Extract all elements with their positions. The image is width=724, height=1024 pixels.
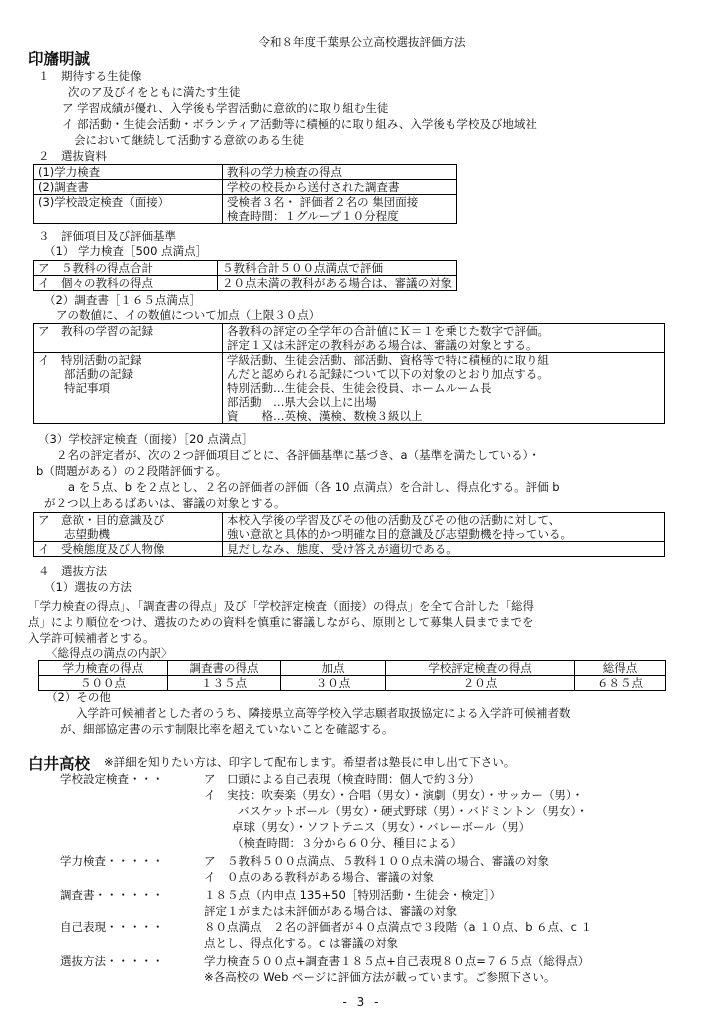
table-cell: ６８５点 [575, 676, 666, 691]
subsection-heading: （2）その他 [46, 690, 111, 704]
page-number: - 3 - [342, 995, 382, 1009]
subsection-heading: （1） 学力検査［500 点満点］ [44, 244, 208, 258]
table-row [39, 661, 666, 676]
table-cell: 見だしなみ、態度、受け答えが適切である。 [223, 542, 665, 557]
table-cell: １３５点 [168, 676, 281, 691]
cell-line: ア 意欲・目的意識及び [38, 513, 165, 527]
table-row [39, 676, 666, 691]
text-line: 学力検査５００点+調査書１８５点+自己表現８０点=７６５点（総得点） [204, 954, 590, 968]
cell-line: 部活動の記録 [64, 367, 133, 381]
table-cell: (2)調査書 [34, 180, 223, 195]
school-name-inba: 印旛明誠 [28, 49, 91, 68]
cell-line: んだと認められる記録について以下の対象のとおり加点する。 [227, 367, 549, 381]
table-row [34, 180, 457, 195]
table-cell: 学校評定検査の得点 [386, 661, 575, 676]
text-line: 会において継続して活動する意欲のある生徒 [74, 133, 304, 147]
table-row [34, 542, 665, 557]
text-line: ア 学習成績が優れ、入学後も学習活動に意欲的に取り組む生徒 [62, 101, 389, 115]
interview-table [33, 512, 665, 557]
table-cell: 加点 [281, 661, 386, 676]
text-line: バスケットボール（男女）・硬式野球（男）・バドミントン（男女）・ [238, 804, 588, 818]
table-cell: イ 受検態度及び人物像 [34, 542, 223, 557]
cell-line: 受検者３名・ 評価者２名の 集団面接 [227, 195, 419, 209]
text-line: イ ０点のある教科がある場合、審議の対象 [204, 870, 434, 884]
table-row [34, 165, 457, 180]
cell-line: 特記事項 [64, 381, 110, 395]
cell-line: 部活動 …県大会以上に出場 [227, 395, 377, 409]
text-line: イ 実技：吹奏楽（男女）・合唱（男女）・演劇（男女）・サッカー（男）・ [204, 788, 584, 802]
score-breakdown-table [38, 660, 666, 691]
text-line: アの数値に、イの数値について加点（上限３０点） [56, 308, 321, 322]
cell-line: 検査時間：１グループ１０分程度 [227, 209, 399, 223]
item-label: 自己表現・・・・・ [60, 920, 164, 934]
cell-line: 本校入学後の学習及びその他の活動及びその他の活動に対して、 [227, 513, 561, 527]
item-label: 学校設定検査・・・ [60, 772, 164, 786]
text-line: 「学力検査の得点」、「調査書の得点」及び「学校評定検査（面接）の得点」を全て合計した「総得 [28, 599, 534, 613]
table-cell: ５００点 [39, 676, 168, 691]
cell-line: 学級活動、生徒会活動、部活動、資格等で特に積極的に取り組 [227, 353, 549, 367]
text-line: 評定１がまたは未評価がある場合は、審議の対象 [204, 904, 457, 918]
distribution-note: ※詳細を知りたい方は、印字して配布します。希望者は塾長に申し出て下さい。 [104, 755, 516, 769]
table-cell: ア ５教科の得点合計 [34, 261, 218, 276]
section-heading: １ 期待する生徒像 [38, 69, 142, 83]
text-line: b（問題がある）の２段階評価する。 [36, 464, 228, 478]
text-line: １８５点（内申点 135+50［特別活動・生徒会・検定］） [204, 888, 502, 902]
cell-line: 各教科の評定の全学年の合計値にＫ＝１を乗じた数字で評価。 [227, 324, 549, 338]
table-cell: 教科の学力検査の得点 [223, 165, 457, 180]
table-row [34, 353, 665, 424]
text-line: 点」により順位をつけ、選抜のための資料を慎重に審議しながら、原則として募集人員までまでを [28, 615, 534, 629]
table-cell: (1)学力検査 [34, 165, 223, 180]
cell-line: 資 格…英検、漢検、数検３級以上 [227, 409, 423, 423]
cell-line: 強い意欲と具体的かつ明確な目的意識及び志望動機を持っている。 [227, 527, 572, 541]
table-row [34, 261, 457, 276]
table-cell: 調査書の得点 [168, 661, 281, 676]
item-label: 学力検査・・・・・ [60, 854, 164, 868]
table-cell: ２０点 [386, 676, 575, 691]
table-cell: ５教科合計５００点満点で評価 [218, 261, 457, 276]
table-row [34, 513, 665, 542]
table-cell: ア 教科の学習の記録 [34, 324, 223, 353]
item-label: 選抜方法・・・・・ [60, 954, 164, 968]
table-row [34, 276, 457, 291]
subsection-heading: （2）調査書［１６５点満点］ [44, 293, 201, 307]
table-cell: ２０点未満の教科がある場合は、審議の対象 [218, 276, 457, 291]
table-row [34, 324, 665, 353]
table-cell: (3)学校設定検査（面接） [34, 195, 223, 224]
text-line: （検査時間：３分から６０分、種目による） [232, 836, 462, 850]
section-heading: ４ 選抜方法 [38, 564, 107, 578]
report-card-table [33, 323, 665, 424]
text-line: ア ５教科５００点満点、５教科１００点未満の場合、審議の対象 [204, 854, 549, 868]
score-caption: 〈総得点の満点の内訳〉 [46, 646, 173, 660]
text-line: a を５点、b を２点とし、２名の評価者の評価（各 10 点満点）を合計し、得点化する。評価 b [68, 480, 560, 494]
school-name-shirai: 白井高校 [28, 754, 91, 773]
text-line: ア 口頭による自己表現（検査時間：個人で約３分） [204, 772, 480, 786]
table-cell: 総得点 [575, 661, 666, 676]
table-cell: 学力検査の得点 [39, 661, 168, 676]
table-cell [223, 324, 665, 353]
table-cell: イ 個々の教科の得点 [34, 276, 218, 291]
text-line: 入学許可候補者とした者のうち、隣接県立高等学校入学志願者取扱協定による入学許可候補者数 [76, 706, 571, 720]
text-line: が２つ以上あるばあいは、審議の対象とする。 [44, 496, 286, 510]
text-line: イ 部活動・生徒会活動・ボランティア活動等に積極的に取り組み、入学後も学校及び地域社 [62, 117, 537, 131]
cell-line: 評定１又は未評定の教科がある場合は、審議の対象とする。 [227, 338, 538, 352]
text-line: ２名の評定者が、次の２つ評価項目ごとに、各評価基準に基づき、a（基準を満たしている）・ [56, 448, 540, 462]
section-heading: ２ 選抜資料 [38, 149, 107, 163]
text-line: 点とし、得点化する。c は審議の対象 [204, 936, 398, 950]
text-line: ※各高校の Web ページに評価方法が載っています。ご参照下さい。 [204, 970, 556, 984]
item-label: 調査書・・・・・・ [60, 888, 164, 902]
table-cell [223, 195, 457, 224]
table-row [34, 195, 457, 224]
table-cell: 学校の校長から送付された調査書 [223, 180, 457, 195]
text-line: 卓球（男女）・ソフトテニス（男女）・バレーボール（男） [232, 820, 531, 834]
selection-materials-table [33, 164, 457, 224]
table-cell: ３０点 [281, 676, 386, 691]
text-line: ８０点満点 ２名の評価者が４０点満点で３段階（a １０点、b ６点、c １ [204, 920, 593, 934]
subsection-heading: （3）学校評定検査（面接）［20 点満点］ [38, 432, 254, 446]
page-title: 令和８年度千葉県公立高校選抜評価方法 [258, 35, 466, 49]
text-line: 次のア及びイをともに満たす生徒 [68, 85, 241, 99]
subsection-heading: （1）選抜の方法 [44, 580, 132, 594]
table-cell [34, 513, 223, 542]
table-cell [34, 353, 223, 424]
table-cell [223, 353, 665, 424]
text-line: が、細部協定書の示す制限比率を超えていないことを確認する。 [60, 722, 394, 736]
cell-line: イ 特別活動の記録 [38, 353, 142, 367]
cell-line: 志望動機 [64, 527, 110, 541]
section-heading: ３ 評価項目及び評価基準 [38, 229, 176, 243]
cell-line: 特別活動…生徒会長、生徒会役員、ホームルーム長 [227, 381, 492, 395]
academic-test-table [33, 260, 457, 291]
text-line: 入学許可候補者とする。 [28, 631, 155, 645]
table-cell [223, 513, 665, 542]
